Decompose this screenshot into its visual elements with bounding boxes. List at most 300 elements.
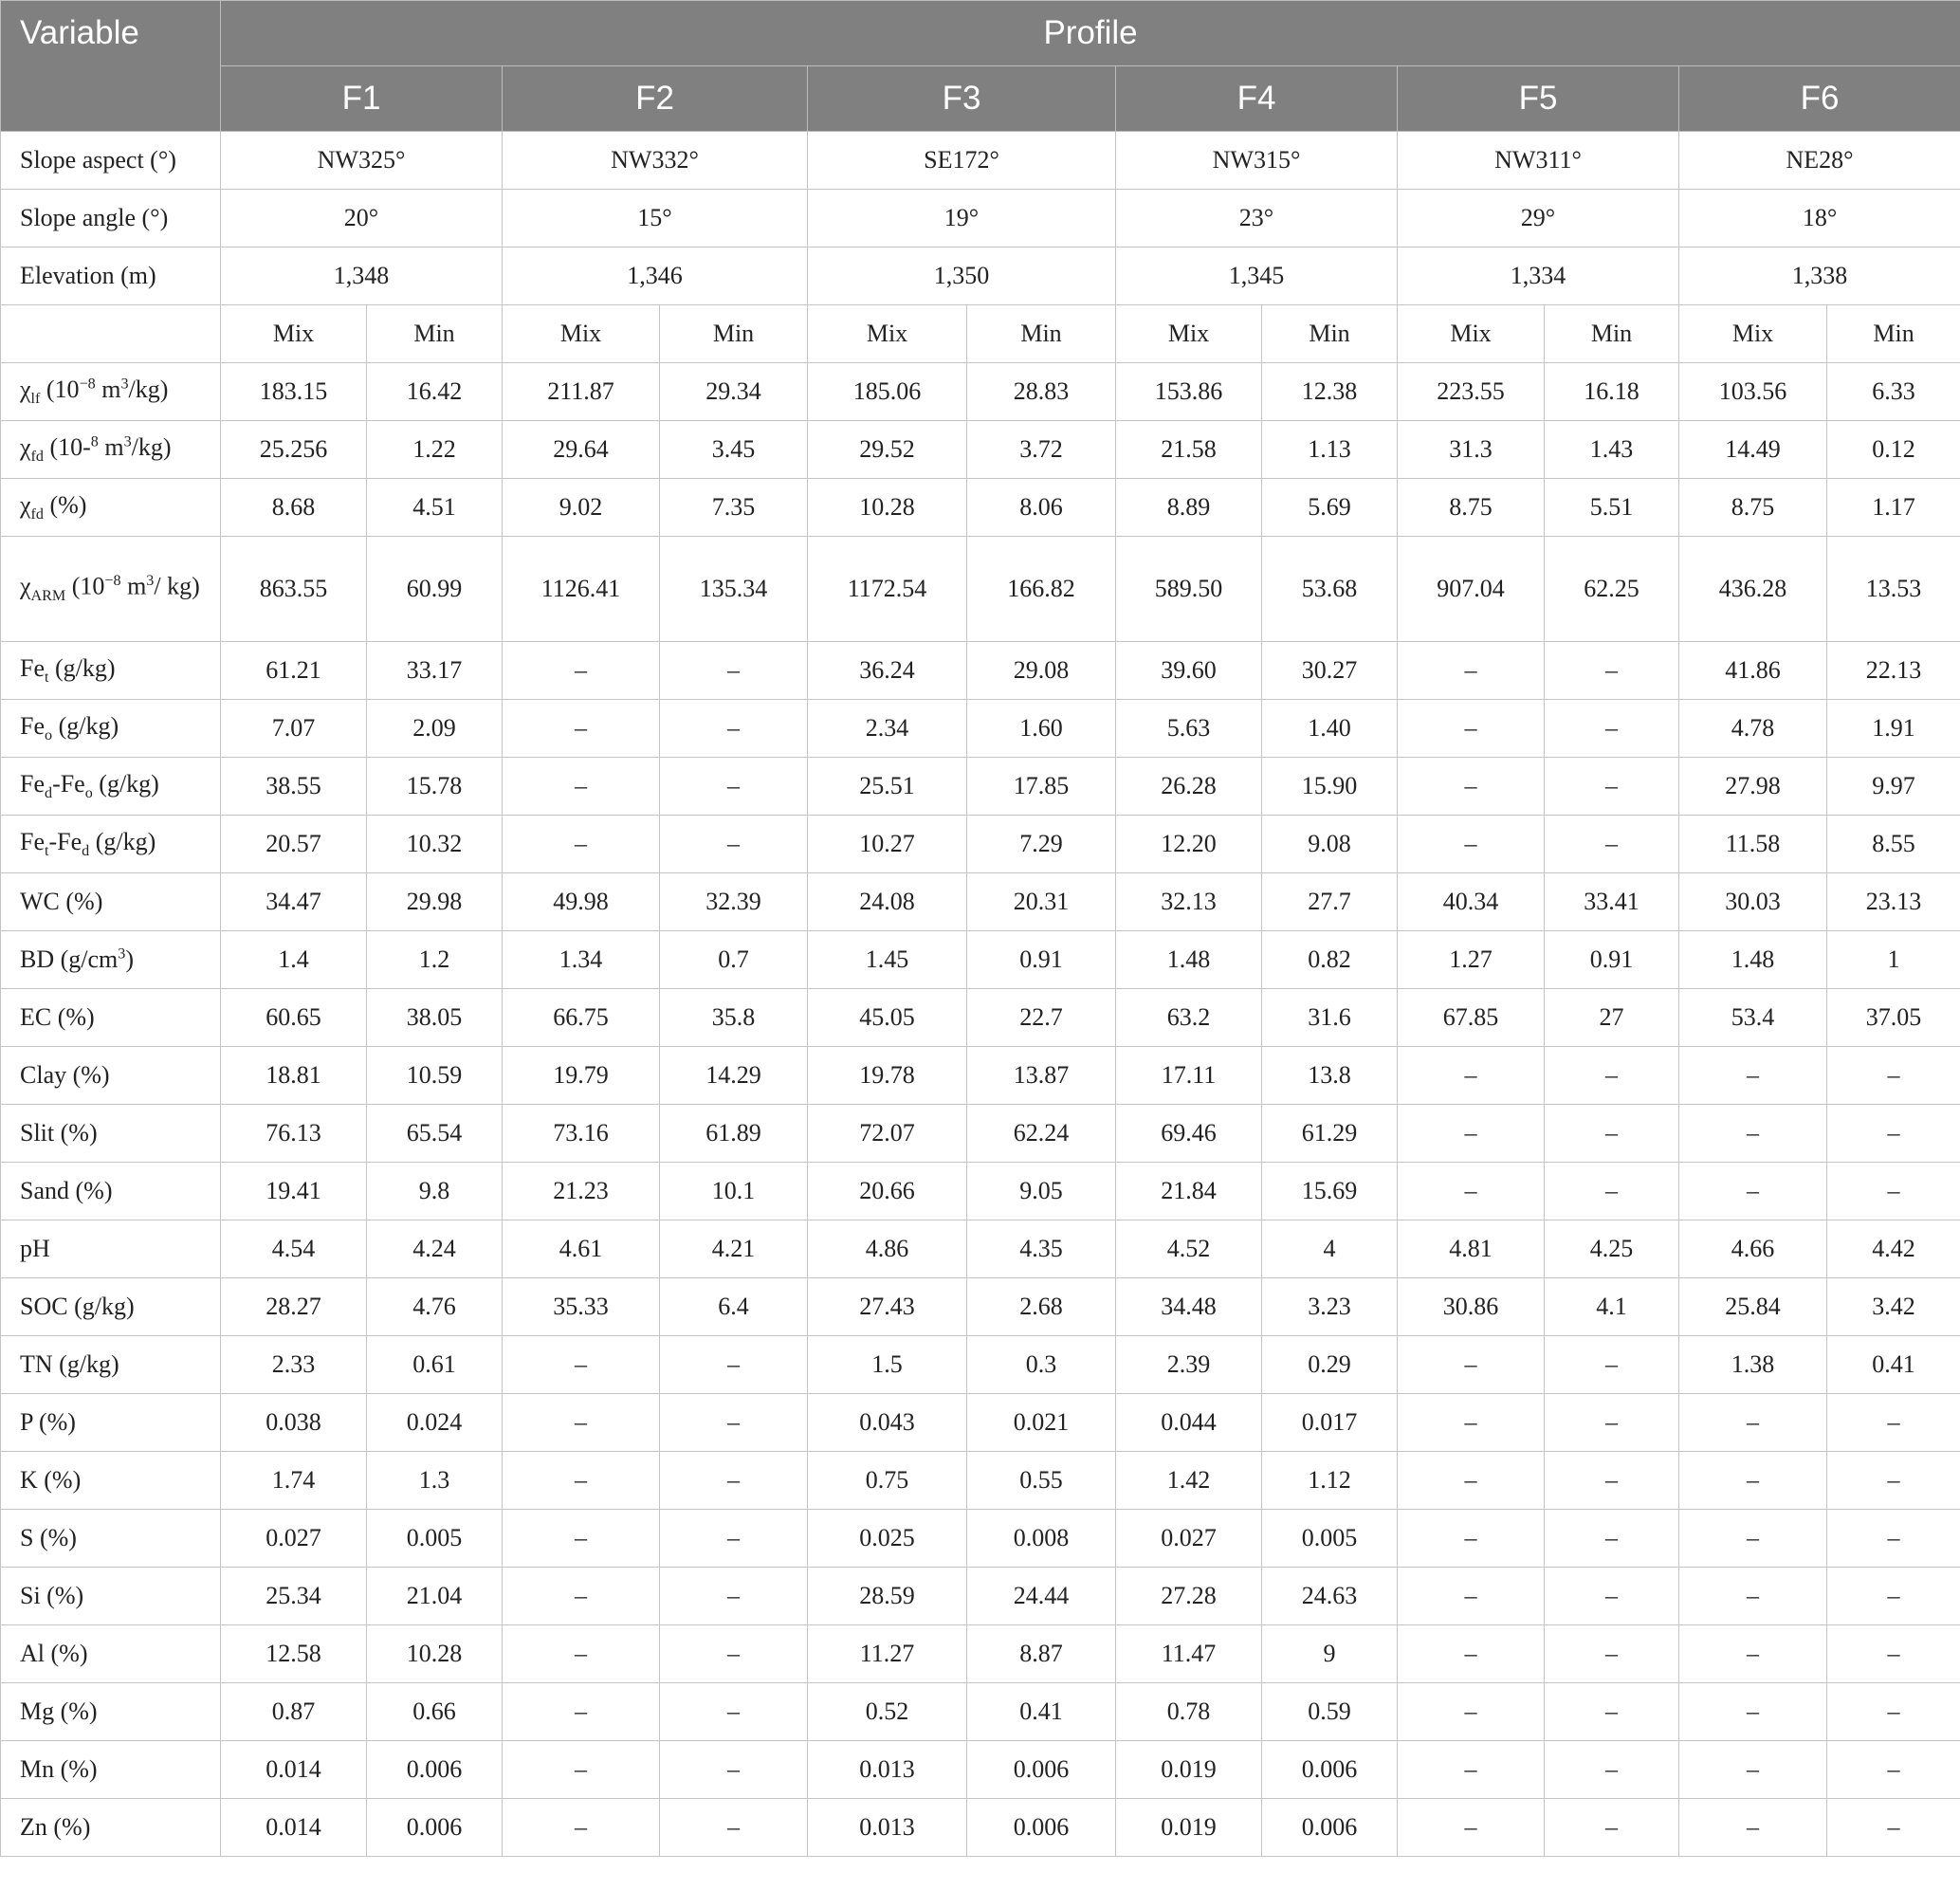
value-cell: 13.8 — [1262, 1047, 1398, 1105]
value-cell: 8.55 — [1827, 816, 1960, 873]
value-cell: 166.82 — [967, 537, 1116, 642]
value-cell: – — [660, 1799, 808, 1857]
data-row — [1, 1568, 1960, 1625]
row-label: Elevation (m) — [1, 248, 221, 305]
site-value-cell: 29° — [1398, 190, 1679, 248]
value-cell: 19.78 — [808, 1047, 967, 1105]
value-cell: 30.86 — [1398, 1278, 1545, 1336]
row-label: Slope aspect (°) — [1, 132, 221, 190]
value-cell: – — [1679, 1047, 1827, 1105]
data-row — [1, 363, 1960, 421]
value-cell: 0.82 — [1262, 931, 1398, 989]
row-label-part: 8 — [90, 433, 99, 450]
value-cell: 25.84 — [1679, 1278, 1827, 1336]
value-cell: 4.76 — [367, 1278, 503, 1336]
value-cell: 49.98 — [503, 873, 660, 931]
row-label-part: (10 — [65, 572, 105, 600]
row-label-part: o — [84, 785, 93, 802]
value-cell: 589.50 — [1116, 537, 1262, 642]
value-cell: 15.69 — [1262, 1163, 1398, 1220]
profile-header-f1: F1 — [221, 66, 503, 132]
value-cell: – — [1545, 1394, 1679, 1452]
value-cell: 0.59 — [1262, 1683, 1398, 1741]
value-cell: 18.81 — [221, 1047, 367, 1105]
profile-header-f5: F5 — [1398, 66, 1679, 132]
value-cell: – — [1827, 1625, 1960, 1683]
value-cell: 2.33 — [221, 1336, 367, 1394]
site-value-cell: 20° — [221, 190, 503, 248]
value-cell: 24.63 — [1262, 1568, 1398, 1625]
value-cell: – — [1545, 1163, 1679, 1220]
value-cell: 0.005 — [367, 1510, 503, 1568]
value-cell: – — [1827, 1510, 1960, 1568]
value-cell: 0.013 — [808, 1741, 967, 1799]
subheader-empty-cell — [1, 305, 221, 363]
value-cell: 45.05 — [808, 989, 967, 1047]
value-cell: 20.57 — [221, 816, 367, 873]
value-cell: – — [1398, 1105, 1545, 1163]
row-label-part: (10- — [43, 432, 91, 461]
data-row — [1, 873, 1960, 931]
data-row — [1, 816, 1960, 873]
value-cell: 4.35 — [967, 1220, 1116, 1278]
subheader-min: Min — [967, 305, 1116, 363]
value-cell: – — [1679, 1625, 1827, 1683]
value-cell: 4.1 — [1545, 1278, 1679, 1336]
row-label-part: o — [45, 727, 53, 744]
data-row — [1, 537, 1960, 642]
value-cell: 0.12 — [1827, 421, 1960, 479]
value-cell: 33.17 — [367, 642, 503, 700]
row-label-part: Mn (%) — [20, 1755, 98, 1783]
value-cell: 61.29 — [1262, 1105, 1398, 1163]
row-label-part: -Fe — [52, 769, 85, 798]
value-cell: 0.005 — [1262, 1510, 1398, 1568]
row-label-part: /kg) — [131, 432, 172, 461]
value-cell: 4.52 — [1116, 1220, 1262, 1278]
subheader-min: Min — [1262, 305, 1398, 363]
value-cell: – — [1398, 1568, 1545, 1625]
value-cell: 28.27 — [221, 1278, 367, 1336]
value-cell: – — [1545, 642, 1679, 700]
value-cell: 1.38 — [1679, 1336, 1827, 1394]
value-cell: – — [1827, 1394, 1960, 1452]
value-cell: 1 — [1827, 931, 1960, 989]
row-label — [1, 1799, 221, 1857]
row-label — [1, 1394, 221, 1452]
value-cell: 26.28 — [1116, 758, 1262, 816]
row-label-part: 3 — [146, 573, 155, 590]
value-cell: 34.47 — [221, 873, 367, 931]
row-label-part: ) — [125, 945, 134, 973]
value-cell: – — [1545, 1510, 1679, 1568]
row-label-part: χ — [20, 375, 31, 403]
value-cell: 0.019 — [1116, 1741, 1262, 1799]
value-cell: 103.56 — [1679, 363, 1827, 421]
value-cell: – — [1545, 1452, 1679, 1510]
value-cell: 1.43 — [1545, 421, 1679, 479]
value-cell: 11.47 — [1116, 1625, 1262, 1683]
row-label — [1, 421, 221, 479]
row-label-part: −8 — [104, 573, 121, 590]
row-label-part: TN (g/kg) — [20, 1350, 119, 1378]
row-label — [1, 989, 221, 1047]
value-cell: – — [1398, 1047, 1545, 1105]
value-cell: 907.04 — [1398, 537, 1545, 642]
row-label-part: (10 — [40, 375, 80, 403]
value-cell: 73.16 — [503, 1105, 660, 1163]
value-cell: 1.91 — [1827, 700, 1960, 758]
value-cell: 15.78 — [367, 758, 503, 816]
value-cell: 1.2 — [367, 931, 503, 989]
value-cell: – — [503, 700, 660, 758]
value-cell: 30.27 — [1262, 642, 1398, 700]
profile-header-f6: F6 — [1679, 66, 1960, 132]
data-row — [1, 642, 1960, 700]
value-cell: – — [1545, 1741, 1679, 1799]
value-cell: 0.91 — [967, 931, 1116, 989]
value-cell: 0.7 — [660, 931, 808, 989]
value-cell: – — [660, 642, 808, 700]
row-label-part: BD (g/cm — [20, 945, 119, 973]
value-cell: 0.91 — [1545, 931, 1679, 989]
value-cell: 19.41 — [221, 1163, 367, 1220]
value-cell: – — [1679, 1683, 1827, 1741]
value-cell: 10.28 — [367, 1625, 503, 1683]
value-cell: – — [660, 1625, 808, 1683]
row-label — [1, 1568, 221, 1625]
value-cell: 13.87 — [967, 1047, 1116, 1105]
site-value-cell: 1,334 — [1398, 248, 1679, 305]
row-label — [1, 1741, 221, 1799]
value-cell: 29.08 — [967, 642, 1116, 700]
data-row — [1, 758, 1960, 816]
value-cell: 6.4 — [660, 1278, 808, 1336]
value-cell: 8.75 — [1679, 479, 1827, 537]
row-label-part: 3 — [120, 376, 129, 393]
value-cell: 2.34 — [808, 700, 967, 758]
value-cell: 4.66 — [1679, 1220, 1827, 1278]
value-cell: – — [1545, 1336, 1679, 1394]
value-cell: – — [1545, 1683, 1679, 1741]
value-cell: 60.99 — [367, 537, 503, 642]
row-label-part: EC (%) — [20, 1003, 95, 1031]
value-cell: 0.55 — [967, 1452, 1116, 1510]
value-cell: 135.34 — [660, 537, 808, 642]
value-cell: 11.58 — [1679, 816, 1827, 873]
value-cell: 16.18 — [1545, 363, 1679, 421]
value-cell: 29.98 — [367, 873, 503, 931]
value-cell: 10.59 — [367, 1047, 503, 1105]
data-row — [1, 1452, 1960, 1510]
value-cell: – — [1827, 1163, 1960, 1220]
value-cell: 30.03 — [1679, 873, 1827, 931]
value-cell: 0.027 — [1116, 1510, 1262, 1568]
value-cell: 7.29 — [967, 816, 1116, 873]
row-label-part: ARM — [30, 587, 66, 604]
value-cell: 28.59 — [808, 1568, 967, 1625]
value-cell: – — [1827, 1683, 1960, 1741]
value-cell: 1.34 — [503, 931, 660, 989]
value-cell: 9 — [1262, 1625, 1398, 1683]
row-label-part: SOC (g/kg) — [20, 1293, 135, 1320]
value-cell: 2.68 — [967, 1278, 1116, 1336]
value-cell: 0.87 — [221, 1683, 367, 1741]
site-value-cell: 1,346 — [503, 248, 808, 305]
subheader-mix: Mix — [1116, 305, 1262, 363]
value-cell: 0.014 — [221, 1799, 367, 1857]
value-cell: 10.32 — [367, 816, 503, 873]
site-value-cell: NE28° — [1679, 132, 1960, 190]
value-cell: 1.12 — [1262, 1452, 1398, 1510]
row-label-part: d — [82, 843, 90, 860]
value-cell: 9.97 — [1827, 758, 1960, 816]
value-cell: – — [1398, 1741, 1545, 1799]
value-cell: – — [503, 1625, 660, 1683]
value-cell: 29.64 — [503, 421, 660, 479]
row-label — [1, 537, 221, 642]
row-label — [1, 758, 221, 816]
value-cell: 4.21 — [660, 1220, 808, 1278]
site-value-cell: NW315° — [1116, 132, 1398, 190]
value-cell: 0.014 — [221, 1741, 367, 1799]
site-value-cell: NW325° — [221, 132, 503, 190]
value-cell: 27.7 — [1262, 873, 1398, 931]
value-cell: 9.05 — [967, 1163, 1116, 1220]
value-cell: 3.45 — [660, 421, 808, 479]
value-cell: 41.86 — [1679, 642, 1827, 700]
subheader-mix: Mix — [1398, 305, 1545, 363]
value-cell: 3.23 — [1262, 1278, 1398, 1336]
row-label — [1, 700, 221, 758]
row-label-part: pH — [20, 1235, 50, 1262]
value-cell: 15.90 — [1262, 758, 1398, 816]
value-cell: 0.021 — [967, 1394, 1116, 1452]
row-label: Slope angle (°) — [1, 190, 221, 248]
value-cell: 0.006 — [967, 1799, 1116, 1857]
value-cell: – — [660, 1568, 808, 1625]
subheader-min: Min — [367, 305, 503, 363]
value-cell: 25.34 — [221, 1568, 367, 1625]
value-cell: 33.41 — [1545, 873, 1679, 931]
row-label-part: d — [45, 785, 53, 802]
value-cell: 0.013 — [808, 1799, 967, 1857]
value-cell: 9.02 — [503, 479, 660, 537]
value-cell: 6.33 — [1827, 363, 1960, 421]
value-cell: – — [503, 1799, 660, 1857]
value-cell: 27 — [1545, 989, 1679, 1047]
value-cell: – — [1398, 1394, 1545, 1452]
row-label-part: χ — [20, 572, 31, 600]
data-row — [1, 1105, 1960, 1163]
value-cell: 31.6 — [1262, 989, 1398, 1047]
value-cell: – — [1545, 1105, 1679, 1163]
value-cell: 863.55 — [221, 537, 367, 642]
value-cell: – — [660, 1683, 808, 1741]
value-cell: 22.7 — [967, 989, 1116, 1047]
value-cell: 17.11 — [1116, 1047, 1262, 1105]
value-cell: 223.55 — [1398, 363, 1545, 421]
variable-header: Variable — [1, 1, 221, 132]
table-body — [1, 132, 1960, 1857]
value-cell: – — [1827, 1105, 1960, 1163]
value-cell: – — [503, 1336, 660, 1394]
value-cell: 5.69 — [1262, 479, 1398, 537]
value-cell: 37.05 — [1827, 989, 1960, 1047]
value-cell: 3.72 — [967, 421, 1116, 479]
value-cell: 0.017 — [1262, 1394, 1398, 1452]
value-cell: – — [503, 1741, 660, 1799]
value-cell: – — [660, 1394, 808, 1452]
value-cell: 32.39 — [660, 873, 808, 931]
value-cell: 0.3 — [967, 1336, 1116, 1394]
row-label-part: Fe — [20, 711, 45, 740]
row-label-part: (g/kg) — [92, 769, 159, 798]
data-row — [1, 1741, 1960, 1799]
data-row — [1, 931, 1960, 989]
value-cell: 1172.54 — [808, 537, 967, 642]
row-label-part: (g/kg) — [48, 653, 116, 682]
value-cell: – — [1545, 758, 1679, 816]
row-label — [1, 1163, 221, 1220]
value-cell: 211.87 — [503, 363, 660, 421]
row-label-part: m — [98, 432, 124, 461]
value-cell: – — [1398, 1799, 1545, 1857]
value-cell: – — [660, 1452, 808, 1510]
value-cell: 0.78 — [1116, 1683, 1262, 1741]
site-value-cell: 15° — [503, 190, 808, 248]
row-label — [1, 873, 221, 931]
subheader-mix: Mix — [808, 305, 967, 363]
value-cell: 185.06 — [808, 363, 967, 421]
value-cell: 38.55 — [221, 758, 367, 816]
profile-header-f4: F4 — [1116, 66, 1398, 132]
value-cell: 1.42 — [1116, 1452, 1262, 1510]
value-cell: – — [1679, 1105, 1827, 1163]
row-label-part: S (%) — [20, 1524, 77, 1551]
row-label — [1, 1625, 221, 1683]
value-cell: 436.28 — [1679, 537, 1827, 642]
data-row — [1, 989, 1960, 1047]
row-label — [1, 1105, 221, 1163]
value-cell: 35.33 — [503, 1278, 660, 1336]
value-cell: 21.23 — [503, 1163, 660, 1220]
value-cell: 0.044 — [1116, 1394, 1262, 1452]
value-cell: 28.83 — [967, 363, 1116, 421]
value-cell: 5.51 — [1545, 479, 1679, 537]
value-cell: 35.8 — [660, 989, 808, 1047]
value-cell: – — [1827, 1047, 1960, 1105]
value-cell: – — [503, 1510, 660, 1568]
value-cell: 29.34 — [660, 363, 808, 421]
value-cell: 65.54 — [367, 1105, 503, 1163]
value-cell: – — [1398, 642, 1545, 700]
site-row — [1, 132, 1960, 190]
value-cell: 0.52 — [808, 1683, 967, 1741]
value-cell: – — [1398, 758, 1545, 816]
subheader-mix: Mix — [503, 305, 660, 363]
value-cell: – — [1679, 1394, 1827, 1452]
value-cell: – — [1398, 816, 1545, 873]
data-row — [1, 1163, 1960, 1220]
row-label — [1, 1336, 221, 1394]
row-label-part: fd — [30, 506, 44, 523]
subheader-mix: Mix — [1679, 305, 1827, 363]
value-cell: 0.75 — [808, 1452, 967, 1510]
value-cell: 4.25 — [1545, 1220, 1679, 1278]
value-cell: 0.019 — [1116, 1799, 1262, 1857]
row-label-part: χ — [20, 432, 31, 461]
value-cell: 0.043 — [808, 1394, 967, 1452]
value-cell: – — [1679, 1568, 1827, 1625]
value-cell: 4.61 — [503, 1220, 660, 1278]
value-cell: 0.41 — [967, 1683, 1116, 1741]
value-cell: – — [503, 642, 660, 700]
row-label-part: Fe — [20, 827, 45, 855]
value-cell: – — [1398, 1163, 1545, 1220]
site-value-cell: SE172° — [808, 132, 1116, 190]
value-cell: – — [1827, 1741, 1960, 1799]
data-row — [1, 1047, 1960, 1105]
row-label-part: Fe — [20, 769, 45, 798]
value-cell: 14.49 — [1679, 421, 1827, 479]
value-cell: 0.024 — [367, 1394, 503, 1452]
row-label-part: fd — [30, 449, 44, 466]
row-label — [1, 479, 221, 537]
value-cell: – — [660, 758, 808, 816]
profile-header-f2: F2 — [503, 66, 808, 132]
value-cell: 0.61 — [367, 1336, 503, 1394]
value-cell: 40.34 — [1398, 873, 1545, 931]
value-cell: – — [1545, 1568, 1679, 1625]
value-cell: 20.31 — [967, 873, 1116, 931]
data-row — [1, 421, 1960, 479]
value-cell: 36.24 — [808, 642, 967, 700]
site-row — [1, 190, 1960, 248]
value-cell: – — [1827, 1452, 1960, 1510]
value-cell: 21.04 — [367, 1568, 503, 1625]
value-cell: 0.006 — [1262, 1799, 1398, 1857]
row-label-part: /kg) — [128, 375, 169, 403]
value-cell: 76.13 — [221, 1105, 367, 1163]
value-cell: 39.60 — [1116, 642, 1262, 700]
header-row-profiles — [1, 66, 1960, 132]
value-cell: 67.85 — [1398, 989, 1545, 1047]
value-cell: 69.46 — [1116, 1105, 1262, 1163]
value-cell: 1.74 — [221, 1452, 367, 1510]
data-row — [1, 1683, 1960, 1741]
value-cell: – — [503, 1452, 660, 1510]
value-cell: 4.78 — [1679, 700, 1827, 758]
row-label-part: Sand (%) — [20, 1177, 113, 1204]
value-cell: 4.51 — [367, 479, 503, 537]
value-cell: 61.21 — [221, 642, 367, 700]
row-label-part: 3 — [123, 433, 132, 450]
value-cell: 25.256 — [221, 421, 367, 479]
value-cell: 60.65 — [221, 989, 367, 1047]
value-cell: 1.13 — [1262, 421, 1398, 479]
value-cell: – — [660, 1336, 808, 1394]
data-row — [1, 1510, 1960, 1568]
value-cell: 9.8 — [367, 1163, 503, 1220]
row-label-part: χ — [20, 490, 31, 519]
site-value-cell: 18° — [1679, 190, 1960, 248]
data-row — [1, 700, 1960, 758]
value-cell: 0.29 — [1262, 1336, 1398, 1394]
value-cell: 10.1 — [660, 1163, 808, 1220]
row-label-part: Al (%) — [20, 1640, 88, 1667]
value-cell: – — [1545, 1625, 1679, 1683]
